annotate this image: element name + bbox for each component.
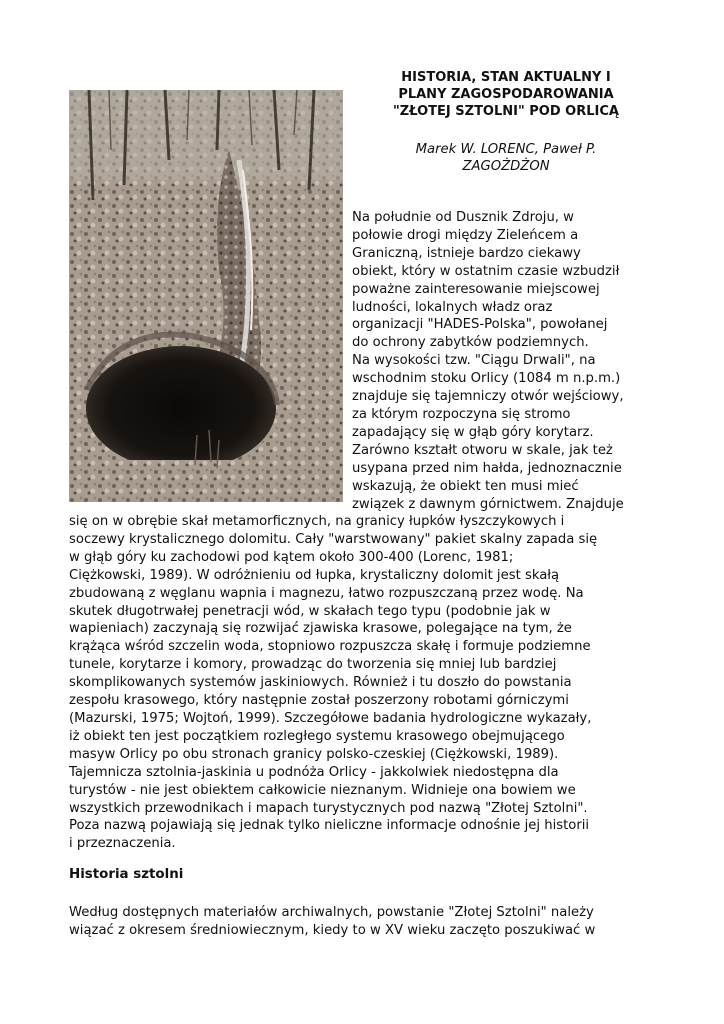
text-line: (Mazurski, 1975; Wojtoń, 1999). Szczegółowe badania hydrologiczne wykazały,	[69, 710, 592, 726]
intro-paragraph-beside-photo	[352, 209, 662, 513]
text-line: wschodnim stoku Orlicy (1084 m n.p.m.)	[352, 371, 621, 387]
authors-line: Marek W. LORENC, Paweł P.	[415, 142, 597, 157]
text-line: skomplikowanych systemów jaskiniowych. Również i tu doszło do powstania	[69, 675, 572, 691]
cave-entrance-photo	[69, 90, 343, 502]
authors-line: ZAGOŻDŻON	[462, 159, 550, 174]
history-paragraph	[69, 904, 669, 940]
section-heading-history: Historia sztolni	[69, 867, 184, 882]
text-line: Na południe od Dusznik Zdroju, w	[352, 210, 574, 225]
text-line: wapieniach) zaczynają się rozwijać zjawiska krasowe, polegające na tym, że	[69, 621, 572, 637]
text-line: do ochrony zabytków podziemnych.	[352, 335, 589, 351]
title-line: HISTORIA, STAN AKTUALNY I	[401, 70, 611, 85]
text-line: usypana przed nim hałda, jednoznacznie	[352, 460, 622, 476]
text-line: i przeznaczenia.	[69, 836, 176, 852]
text-line: skutek długotrwałej penetracji wód, w skałach tego typu (podobnie jak w	[69, 603, 551, 619]
text-line: poważne zainteresowanie miejscowej	[352, 281, 600, 297]
text-line: związek z dawnym górnictwem. Znajduje	[352, 496, 624, 512]
text-line: zbudowaną z węglanu wapnia i magnezu, łatwo rozpuszczaną przez wodę. Na	[69, 585, 584, 601]
text-line: iż obiekt ten jest początkiem rozległego systemu krasowego obejmującego	[69, 728, 565, 744]
text-line: w głąb góry ku zachodowi pod kątem około 300-400 (Lorenc, 1981;	[69, 549, 514, 565]
article-authors	[352, 141, 660, 175]
text-line: Ciężkowski, 1989). W odróżnieniu od łupka, krystaliczny dolomit jest skałą	[69, 567, 560, 583]
text-line: masyw Orlicy po obu stronach granicy polsko-czeskiej (Ciężkowski, 1989).	[69, 746, 559, 762]
text-line: obiekt, który w ostatnim czasie wzbudził	[352, 263, 620, 279]
text-line: Poza nazwą pojawiają się jednak tylko nieliczne informacje odnośnie jej historii	[69, 818, 590, 834]
text-line: Na wysokości tzw. "Ciągu Drwali", na	[352, 353, 596, 369]
title-line: PLANY ZAGOSPODAROWANIA	[398, 87, 614, 102]
text-line: Zarówno kształt otworu w skale, jak też	[352, 442, 613, 458]
text-line: ludności, lokalnych władz oraz	[352, 299, 553, 315]
text-line: Graniczną, istnieje bardzo ciekawy	[352, 245, 581, 261]
text-line: się on w obrębie skał metamorficznych, na granicy łupków łyszczykowych i	[69, 514, 565, 529]
text-line: tunele, korytarze i komory, prowadząc do tworzenia się mniej lub bardziej	[69, 657, 557, 673]
text-line: Tajemnicza sztolnia-jaskinia u podnóża Orlicy - jakkolwiek niedostępna dla	[69, 764, 559, 780]
text-line: turystów - nie jest obiektem całkowicie nieznanym. Widnieje ona bowiem we	[69, 782, 576, 798]
body-paragraph	[69, 513, 669, 853]
text-line: krążąca wśród szczelin woda, stopniowo rozpuszcza skałę i formuje podziemne	[69, 639, 591, 655]
text-line: zespołu krasowego, który następnie został poszerzony robotami górniczymi	[69, 693, 569, 709]
text-line: wiązać z okresem średniowiecznym, kiedy to w XV wieku zaczęto poszukiwać w	[69, 922, 596, 938]
text-line: Według dostępnych materiałów archiwalnych, powstanie "Złotej Sztolni" należy	[69, 905, 594, 920]
text-line: organizacji "HADES-Polska", powołanej	[352, 317, 608, 333]
text-line: soczewy krystalicznego dolomitu. Cały "warstwowany" pakiet skalny zapada się	[69, 531, 598, 547]
text-line: znajduje się tajemniczy otwór wejściowy,	[352, 389, 624, 405]
cave-photo-illustration	[69, 90, 343, 502]
article-title	[352, 69, 660, 120]
title-line: "ZŁOTEJ SZTOLNI" POD ORLICĄ	[393, 104, 619, 119]
text-line: wszystkich przewodnikach i mapach turystycznych pod nazwą "Złotej Sztolni".	[69, 800, 588, 816]
text-line: za którym rozpoczyna się stromo	[352, 406, 571, 422]
text-line: zapadający się w głąb góry korytarz.	[352, 424, 594, 440]
text-line: wskazują, że obiekt ten musi mieć	[352, 478, 579, 494]
text-line: połowie drogi między Zieleńcem a	[352, 227, 579, 243]
